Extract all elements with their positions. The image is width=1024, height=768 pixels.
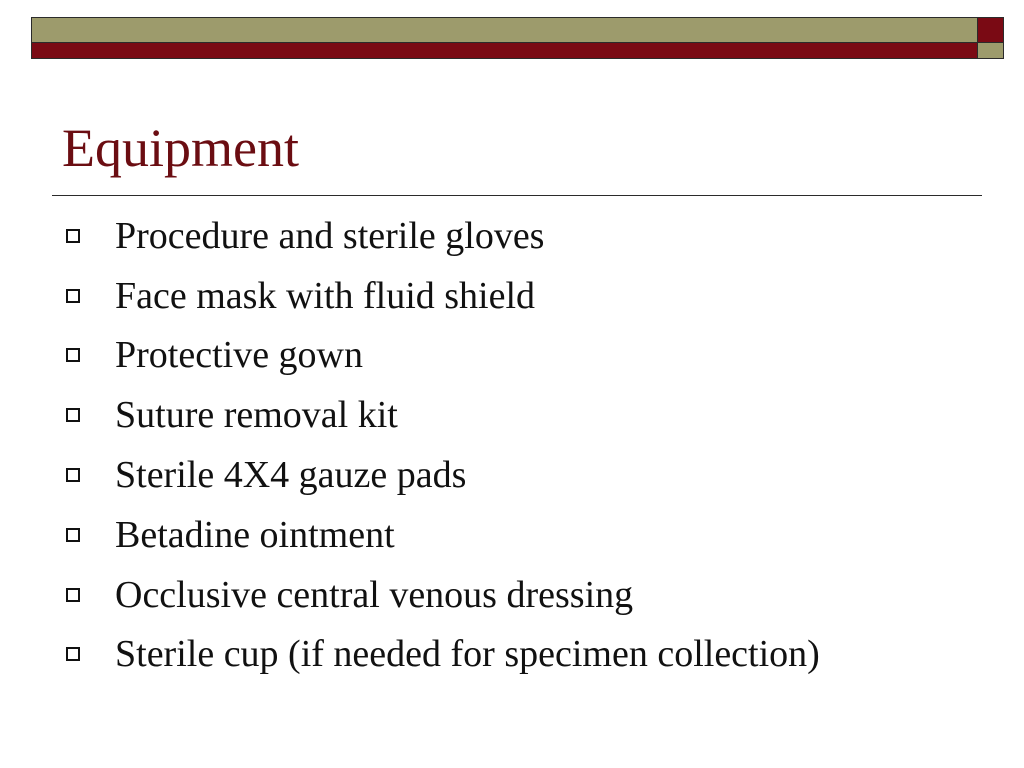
list-item-text: Betadine ointment: [115, 513, 395, 556]
list-item-text: Face mask with fluid shield: [115, 274, 536, 317]
list-item-text: Suture removal kit: [115, 394, 398, 437]
hollow-square-bullet-icon: [66, 229, 80, 243]
hollow-square-bullet-icon: [66, 468, 80, 482]
list-item: [66, 565, 820, 625]
title-divider: [52, 195, 982, 196]
list-item: [66, 445, 820, 505]
header-corner-olive-block: [978, 43, 1004, 59]
list-item-text: Sterile 4X4 gauze pads: [115, 454, 467, 497]
header-corner-maroon-block: [978, 17, 1004, 43]
list-item: [66, 206, 820, 266]
list-item: [66, 385, 820, 445]
list-item-text: Protective gown: [115, 334, 364, 377]
list-item: [66, 625, 820, 685]
hollow-square-bullet-icon: [66, 348, 80, 362]
list-item-text: Occlusive central venous dressing: [115, 573, 634, 616]
hollow-square-bullet-icon: [66, 588, 80, 602]
list-item: [66, 266, 820, 326]
list-item: [66, 326, 820, 386]
list-item-text: Sterile cup (if needed for specimen collection): [115, 633, 820, 676]
list-item-text: Procedure and sterile gloves: [115, 214, 545, 257]
slide-title: Equipment: [62, 118, 299, 178]
list-item: [66, 505, 820, 565]
hollow-square-bullet-icon: [66, 408, 80, 422]
hollow-square-bullet-icon: [66, 647, 80, 661]
header-banner-olive-stripe: [31, 17, 978, 43]
hollow-square-bullet-icon: [66, 528, 80, 542]
header-banner-maroon-stripe: [31, 43, 978, 59]
hollow-square-bullet-icon: [66, 289, 80, 303]
bullet-list: [66, 206, 820, 684]
